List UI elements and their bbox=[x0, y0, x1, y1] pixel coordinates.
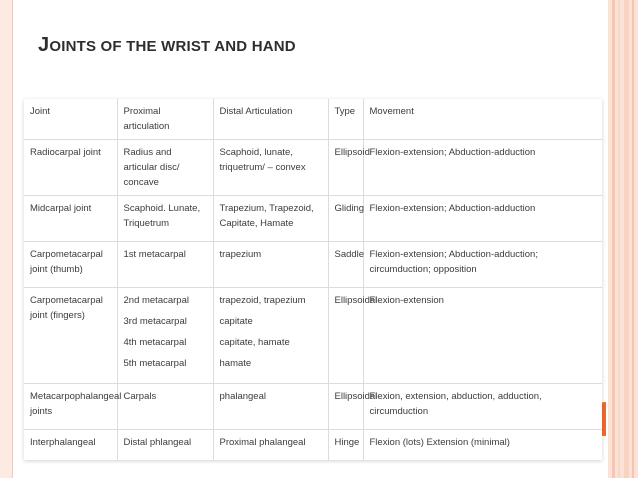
cell-type: Ellipsoid bbox=[328, 140, 363, 196]
table-header-row bbox=[24, 99, 602, 140]
header-distal: Distal Articulation bbox=[213, 99, 328, 140]
right-decorative-border bbox=[608, 0, 638, 478]
proximal-line: 4th metacarpal bbox=[123, 337, 187, 348]
cell-type: Gliding bbox=[328, 196, 363, 242]
distal-line: trapezoid, trapezium bbox=[219, 295, 306, 306]
header-joint: Joint bbox=[24, 99, 117, 140]
cell-distal: Trapezium, Trapezoid, Capitate, Hamate bbox=[213, 196, 328, 242]
distal-line: hamate bbox=[219, 358, 252, 369]
proximal-line: 3rd metacarpal bbox=[123, 316, 187, 327]
cell-distal: trapezium bbox=[213, 242, 328, 288]
table-row bbox=[24, 430, 602, 460]
cell-proximal: Radius and articular disc/ concave bbox=[117, 140, 213, 196]
joints-table bbox=[24, 99, 602, 460]
cell-joint: Radiocarpal joint bbox=[24, 140, 117, 196]
cell-type: Hinge bbox=[328, 430, 363, 460]
cell-joint: Carpometacarpal joint (thumb) bbox=[24, 242, 117, 288]
cell-proximal: 1st metacarpal bbox=[117, 242, 213, 288]
cell-distal bbox=[213, 288, 328, 384]
table-row bbox=[24, 384, 602, 430]
left-decorative-border bbox=[0, 0, 13, 478]
cell-joint: Midcarpal joint bbox=[24, 196, 117, 242]
proximal-line: 5th metacarpal bbox=[123, 358, 187, 369]
cell-type: Ellipsoidal bbox=[328, 288, 363, 384]
distal-line: capitate, hamate bbox=[219, 337, 290, 348]
cell-movement: Flexion, extension, abduction, adduction, circumduction bbox=[363, 384, 602, 430]
cell-joint: Carpometacarpal joint (fingers) bbox=[24, 288, 117, 384]
title-initial: J bbox=[38, 34, 50, 56]
cell-movement: Flexion-extension; Abduction-adduction bbox=[363, 196, 602, 242]
header-movement: Movement bbox=[363, 99, 602, 140]
proximal-line: 2nd metacarpal bbox=[123, 295, 189, 306]
cell-type: Ellipsoidal bbox=[328, 384, 363, 430]
cell-proximal bbox=[117, 288, 213, 384]
cell-proximal: Distal phlangeal bbox=[117, 430, 213, 460]
cell-movement: Flexion (lots) Extension (minimal) bbox=[369, 437, 510, 448]
table-row bbox=[24, 242, 602, 288]
distal-line: capitate bbox=[219, 316, 253, 327]
cell-movement: Flexion-extension; Abduction-adduction; circumduction; opposition bbox=[363, 242, 602, 288]
table-row bbox=[24, 140, 602, 196]
cell-proximal: Scaphoid. Lunate, Triquetrum bbox=[117, 196, 213, 242]
table-row bbox=[24, 288, 602, 384]
table-row bbox=[24, 196, 602, 242]
cell-proximal: Carpals bbox=[117, 384, 213, 430]
slide-title bbox=[38, 34, 296, 57]
joints-table-container bbox=[24, 99, 602, 460]
title-rest: OINTS OF THE WRIST AND HAND bbox=[49, 38, 296, 55]
cell-type: Saddle bbox=[328, 242, 363, 288]
cell-distal: Scaphoid, lunate, triquetrum/ – convex bbox=[213, 140, 328, 196]
header-proximal: Proximal articulation bbox=[117, 99, 213, 140]
header-type: Type bbox=[328, 99, 363, 140]
cell-distal: phalangeal bbox=[213, 384, 328, 430]
cell-movement: Flexion-extension; Abduction-adduction bbox=[363, 140, 602, 196]
cell-joint: Interphalangeal bbox=[24, 430, 117, 460]
cell-joint: Metacarpophalangeal joints bbox=[24, 384, 117, 430]
cell-distal: Proximal phalangeal bbox=[213, 430, 328, 460]
cell-movement: Flexion-extension bbox=[363, 288, 602, 384]
